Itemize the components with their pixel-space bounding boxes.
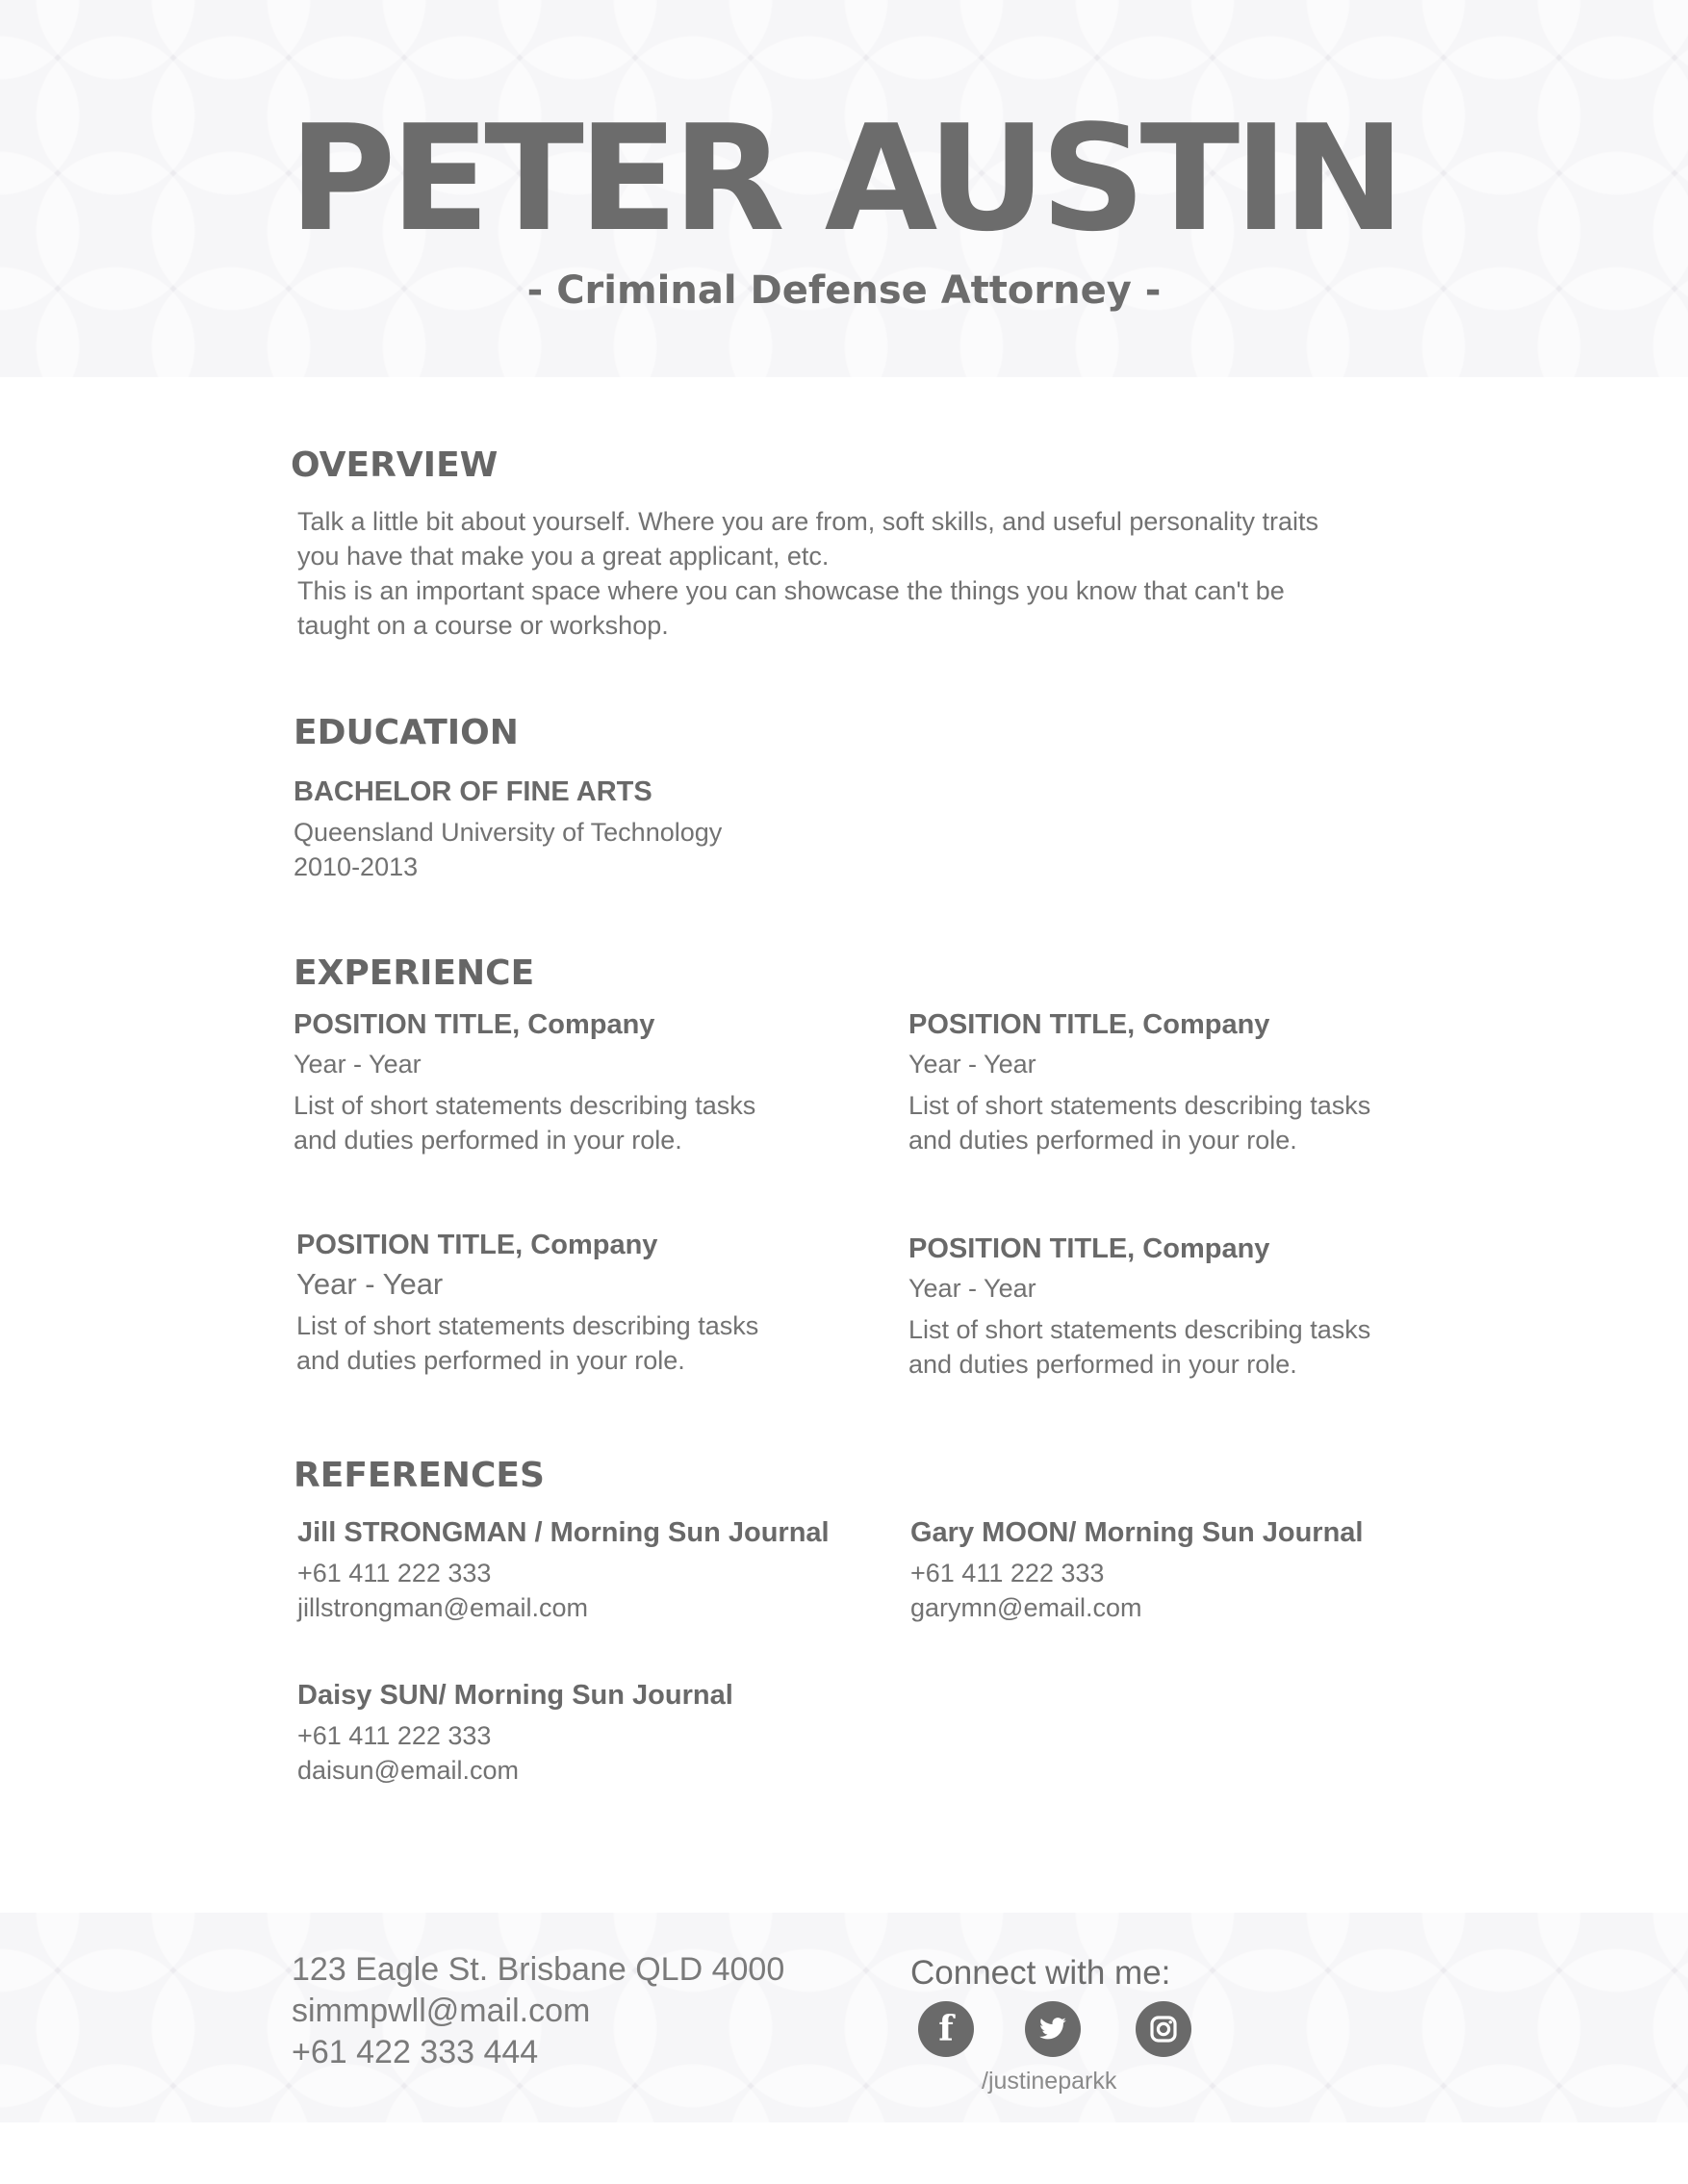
reference-phone: +61 411 222 333 bbox=[910, 1558, 1105, 1587]
footer-address: 123 Eagle St. Brisbane QLD 4000 bbox=[292, 1951, 785, 1988]
twitter-bird-glyph bbox=[1036, 2015, 1069, 2044]
job-years: Year - Year bbox=[296, 1266, 444, 1301]
reference-name: Gary MOON/ Morning Sun Journal bbox=[910, 1517, 1364, 1548]
experience-entry bbox=[908, 1232, 1447, 1382]
social-handle[interactable]: /justineparkk bbox=[982, 2068, 1117, 2095]
instagram-icon[interactable] bbox=[1136, 2001, 1191, 2057]
job-description-line: List of short statements describing tasks bbox=[908, 1090, 1371, 1120]
job-description-line: List of short statements describing tasks bbox=[908, 1314, 1371, 1344]
job-years: Year - Year bbox=[908, 1273, 1036, 1303]
experience-entry bbox=[296, 1229, 835, 1378]
footer-banner bbox=[0, 1913, 1688, 2122]
job-description bbox=[908, 1088, 1447, 1157]
job-description-line: and duties performed in your role. bbox=[294, 1125, 682, 1155]
overview-line: taught on a course or workshop. bbox=[297, 611, 669, 640]
connect-label: Connect with me: bbox=[910, 1954, 1171, 1992]
reference-phone: +61 411 222 333 bbox=[297, 1558, 492, 1587]
reference-email: daisun@email.com bbox=[297, 1755, 520, 1785]
job-description-line: List of short statements describing tasks bbox=[294, 1090, 756, 1120]
job-description-line: and duties performed in your role. bbox=[296, 1345, 685, 1375]
reference-name: Daisy SUN/ Morning Sun Journal bbox=[297, 1680, 733, 1711]
footer-contact bbox=[292, 1949, 784, 2073]
footer-phone: +61 422 333 444 bbox=[292, 2034, 539, 2070]
job-title: POSITION TITLE, Company bbox=[296, 1230, 658, 1260]
job-description bbox=[296, 1308, 835, 1378]
overview-heading: OVERVIEW bbox=[291, 445, 499, 485]
instagram-camera-glyph bbox=[1148, 2014, 1179, 2044]
experience-entry bbox=[908, 1008, 1447, 1157]
education-heading: EDUCATION bbox=[294, 713, 519, 752]
reference-phone: +61 411 222 333 bbox=[297, 1720, 492, 1750]
resume-subtitle: - Criminal Defense Attorney - bbox=[526, 268, 1162, 313]
twitter-icon[interactable] bbox=[1025, 2001, 1081, 2057]
reference-entry bbox=[297, 1679, 733, 1788]
job-years: Year - Year bbox=[908, 1049, 1036, 1079]
education-years: 2010-2013 bbox=[294, 852, 419, 881]
job-description-line: and duties performed in your role. bbox=[908, 1349, 1297, 1379]
experience-entry bbox=[294, 1008, 832, 1157]
job-title: POSITION TITLE, Company bbox=[294, 1009, 655, 1040]
resume-name: PETER AUSTIN bbox=[288, 93, 1400, 264]
reference-email: garymn@email.com bbox=[910, 1592, 1142, 1622]
footer-email: simmpwll@mail.com bbox=[292, 1993, 591, 2029]
overview-line: you have that make you a great applicant, etc. bbox=[297, 542, 830, 571]
reference-email: jillstrongman@email.com bbox=[297, 1592, 588, 1622]
job-title: POSITION TITLE, Company bbox=[908, 1009, 1270, 1040]
job-description bbox=[294, 1088, 832, 1157]
job-description-line: List of short statements describing tasks bbox=[296, 1310, 759, 1340]
job-years: Year - Year bbox=[294, 1049, 422, 1079]
overview-paragraph bbox=[297, 504, 1452, 643]
education-degree: BACHELOR OF FINE ARTS bbox=[294, 776, 652, 807]
job-description bbox=[908, 1312, 1447, 1382]
reference-entry bbox=[297, 1516, 830, 1625]
job-title: POSITION TITLE, Company bbox=[908, 1233, 1270, 1264]
education-school: Queensland University of Technology bbox=[294, 818, 723, 847]
overview-line: This is an important space where you can showcase the things you know that can't be bbox=[297, 576, 1285, 605]
facebook-icon[interactable]: f bbox=[918, 2001, 974, 2057]
references-heading: REFERENCES bbox=[294, 1456, 545, 1495]
reference-entry bbox=[910, 1516, 1363, 1625]
experience-heading: EXPERIENCE bbox=[294, 953, 535, 993]
job-description-line: and duties performed in your role. bbox=[908, 1125, 1297, 1155]
overview-line: Talk a little bit about yourself. Where you are from, soft skills, and useful personality traits bbox=[297, 507, 1318, 536]
reference-name: Jill STRONGMAN / Morning Sun Journal bbox=[297, 1517, 830, 1548]
